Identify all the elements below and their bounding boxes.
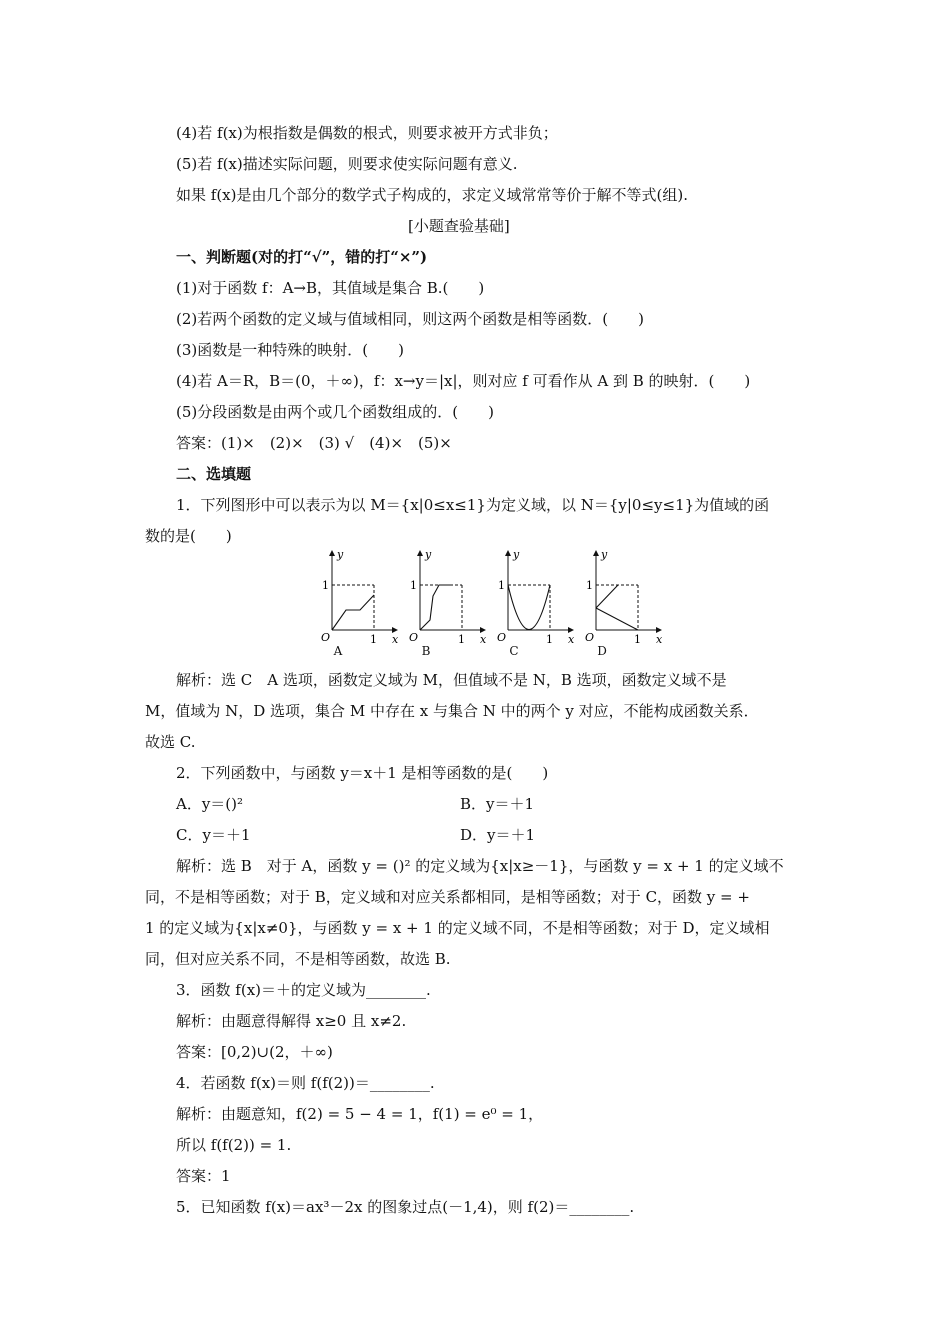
answer-graphs bbox=[318, 548, 668, 660]
question-line: 3．函数 f(x)＝＋的定义域为________. bbox=[176, 981, 431, 999]
solution-line: 解析：选 B 对于 A，函数 y = ()² 的定义域为{x|x≥－1}，与函数 y = x + 1 的定义域不 bbox=[176, 857, 784, 875]
svg-text:1: 1 bbox=[546, 633, 553, 644]
svg-text:1: 1 bbox=[586, 579, 593, 592]
svg-text:1: 1 bbox=[370, 633, 377, 644]
graph-label-b: B bbox=[421, 644, 431, 658]
solution-line: 解析：由题意得解得 x≥0 且 x≠2. bbox=[176, 1012, 407, 1030]
svg-text:x: x bbox=[656, 633, 662, 644]
svg-text:x: x bbox=[480, 633, 486, 644]
svg-text:O: O bbox=[585, 631, 595, 644]
solution-line: M，值域为 N，D 选项，集合 M 中存在 x 与集合 N 中的两个 y 对应，不能构成函数关系． bbox=[145, 702, 759, 720]
question-line: (5)分段函数是由两个或几个函数组成的．( ) bbox=[176, 403, 494, 421]
text-line: 如果 f(x)是由几个部分的数学式子构成的，求定义域常常等价于解不等式(组). bbox=[176, 186, 688, 204]
solution-line: 所以 f(f(2)) = 1. bbox=[176, 1136, 292, 1154]
svg-text:1: 1 bbox=[498, 579, 505, 592]
svg-text:y: y bbox=[337, 548, 344, 561]
question-line: (1)对于函数 f：A→B，其值域是集合 B.( ) bbox=[176, 279, 485, 297]
svg-text:y: y bbox=[513, 548, 520, 561]
question-line: 2．下列函数中，与函数 y＝x＋1 是相等函数的是( ) bbox=[176, 764, 549, 782]
graph-c bbox=[494, 548, 574, 644]
text-line: (4)若 f(x)为根指数是偶数的根式，则要求被开方式非负； bbox=[176, 124, 558, 142]
svg-text:1: 1 bbox=[410, 579, 417, 592]
svg-text:x: x bbox=[392, 633, 398, 644]
svg-text:1: 1 bbox=[634, 633, 641, 644]
svg-text:1: 1 bbox=[322, 579, 329, 592]
section-title: 一、判断题(对的打“√”，错的打“×”) bbox=[176, 248, 428, 266]
graph-label-c: C bbox=[509, 644, 519, 658]
svg-text:O: O bbox=[497, 631, 507, 644]
answer-line: 答案：1 bbox=[176, 1167, 231, 1185]
solution-line: 1 的定义域为{x|x≠0}，与函数 y = x + 1 的定义域不同，不是相等函数；对于 D，定义域相 bbox=[145, 919, 770, 937]
section-title: 二、选填题 bbox=[176, 465, 252, 483]
question-line: (3)函数是一种特殊的映射．( ) bbox=[176, 341, 404, 359]
option-b: B．y＝＋1 bbox=[460, 795, 535, 813]
text-line: (5)若 f(x)描述实际问题，则要求使实际问题有意义. bbox=[176, 155, 518, 173]
svg-text:y: y bbox=[425, 548, 432, 561]
svg-text:O: O bbox=[409, 631, 419, 644]
question-line: 4．若函数 f(x)＝则 f(f(2))＝________. bbox=[176, 1074, 435, 1092]
svg-text:1: 1 bbox=[458, 633, 465, 644]
option-d: D．y＝＋1 bbox=[460, 826, 536, 844]
graph-label-d: D bbox=[597, 644, 607, 658]
question-line: (4)若 A＝R，B＝(0，＋∞)，f：x→y＝|x|，则对应 f 可看作从 A 到 B 的映射．( ) bbox=[176, 372, 751, 390]
svg-text:O: O bbox=[321, 631, 331, 644]
answer-line: 答案：(1)× (2)× (3) √ (4)× (5)× bbox=[176, 434, 452, 452]
question-line: (2)若两个函数的定义域与值域相同，则这两个函数是相等函数．( ) bbox=[176, 310, 644, 328]
question-line: 数的是( ) bbox=[145, 527, 232, 545]
svg-text:x: x bbox=[568, 633, 574, 644]
svg-text:y: y bbox=[601, 548, 608, 561]
solution-line: 解析：由题意知，f(2) = 5 − 4 = 1，f(1) = e⁰ = 1， bbox=[176, 1105, 544, 1123]
graph-label-a: A bbox=[333, 644, 343, 658]
section-heading: [小题查验基础] bbox=[408, 217, 510, 235]
option-a: A．y＝()² bbox=[176, 795, 244, 813]
option-c: C．y＝＋1 bbox=[176, 826, 251, 844]
graph-a bbox=[318, 548, 398, 644]
graph-b bbox=[406, 548, 486, 644]
question-line: 5．已知函数 f(x)＝ax³－2x 的图象过点(－1,4)，则 f(2)＝________. bbox=[176, 1198, 635, 1216]
answer-line: 答案：[0,2)∪(2，＋∞) bbox=[176, 1043, 333, 1061]
solution-line: 同，但对应关系不同，不是相等函数，故选 B. bbox=[145, 950, 451, 968]
solution-line: 同，不是相等函数；对于 B，定义域和对应关系都相同，是相等函数；对于 C，函数 y = + bbox=[145, 888, 750, 906]
solution-line: 故选 C. bbox=[145, 733, 196, 751]
question-line: 1．下列图形中可以表示为以 M＝{x|0≤x≤1}为定义域，以 N＝{y|0≤y≤1}为值域的函 bbox=[176, 496, 770, 514]
solution-line: 解析：选 C A 选项，函数定义域为 M，但值域不是 N，B 选项，函数定义域不是 bbox=[176, 671, 727, 689]
graph-d bbox=[582, 548, 662, 644]
